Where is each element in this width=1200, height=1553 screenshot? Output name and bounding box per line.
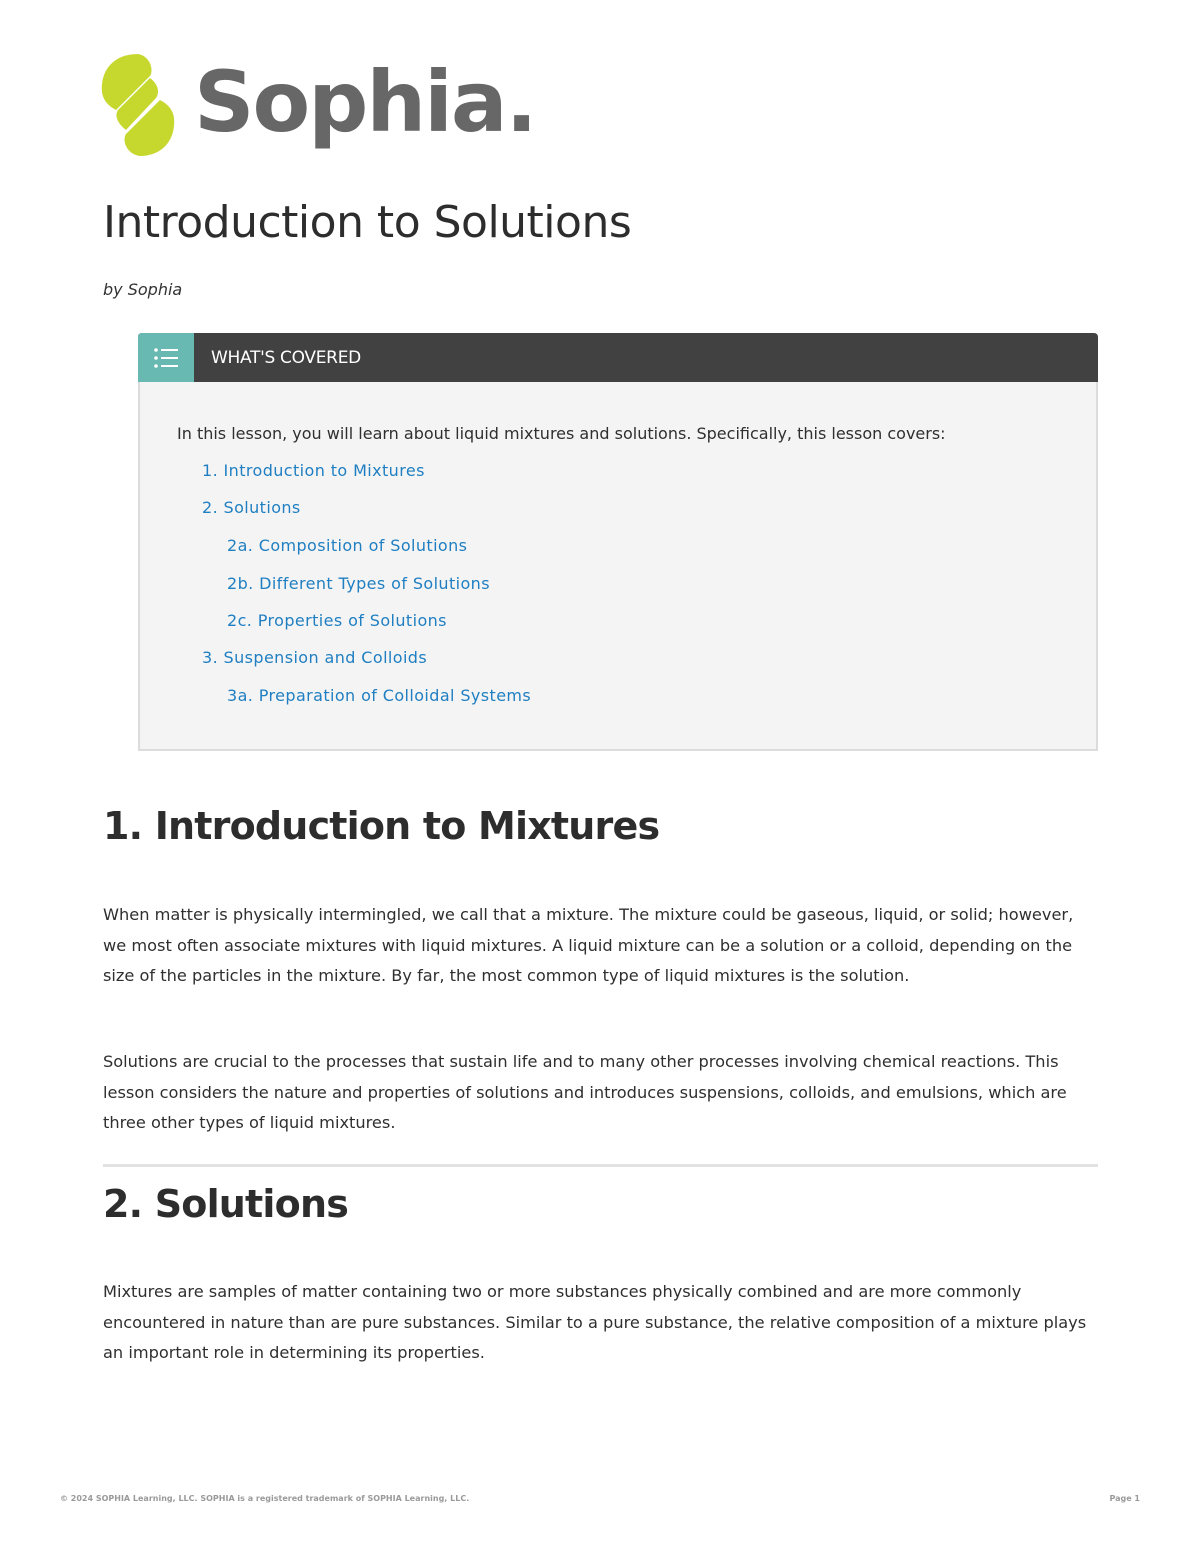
toc-link-properties-of-solutions[interactable]: 2c. Properties of Solutions bbox=[227, 611, 447, 630]
whats-covered-intro: In this lesson, you will learn about liquid mixtures and solutions. Specifically, this lesson covers: bbox=[177, 424, 946, 443]
list-icon bbox=[138, 333, 194, 382]
byline: by Sophia bbox=[103, 280, 183, 299]
whats-covered-box bbox=[138, 333, 1098, 751]
section-divider bbox=[103, 1164, 1098, 1167]
sophia-logo bbox=[100, 52, 536, 158]
page-title: Introduction to Solutions bbox=[103, 197, 632, 248]
footer-page-number: Page 1 bbox=[1109, 1494, 1140, 1503]
sophia-wordmark: Sophia. bbox=[194, 53, 536, 151]
footer-copyright: © 2024 SOPHIA Learning, LLC. SOPHIA is a registered trademark of SOPHIA Learning, LLC. bbox=[60, 1494, 470, 1503]
paragraph: Solutions are crucial to the processes that sustain life and to many other processes involving chemical reactions. This lesson considers the nature and properties of solutions and introduces suspensions, colloids, and emulsions, which are three other types of liquid mixtures. bbox=[103, 1052, 1067, 1132]
paragraph: When matter is physically intermingled, we call that a mixture. The mixture could be gaseous, liquid, or solid; however, we most often associate mixtures with liquid mixtures. A liquid mixture can be a solution or a colloid, depending on the size of the particles in the mixture. By far, the most common type of liquid mixtures is the solution. bbox=[103, 905, 1074, 985]
sophia-logo-mark-icon bbox=[100, 52, 176, 158]
whats-covered-label: WHAT'S COVERED bbox=[211, 347, 361, 368]
toc-link-solutions[interactable]: 2. Solutions bbox=[202, 498, 301, 517]
toc-link-intro-to-mixtures[interactable]: 1. Introduction to Mixtures bbox=[202, 461, 425, 480]
section-heading-solutions: 2. Solutions bbox=[103, 1182, 349, 1226]
toc-link-different-types-of-solutions[interactable]: 2b. Different Types of Solutions bbox=[227, 574, 490, 593]
toc-link-preparation-of-colloidal-systems[interactable]: 3a. Preparation of Colloidal Systems bbox=[227, 686, 532, 705]
paragraph: Mixtures are samples of matter containing two or more substances physically combined and are more commonly encountered in nature than are pure substances. Similar to a pure substance, the relative composition of a mixture plays an important role in determining its properties. bbox=[103, 1282, 1087, 1362]
section-heading-intro-to-mixtures: 1. Introduction to Mixtures bbox=[103, 804, 660, 848]
whats-covered-header bbox=[138, 333, 1098, 382]
toc-link-suspension-and-colloids[interactable]: 3. Suspension and Colloids bbox=[202, 648, 428, 667]
toc-link-composition-of-solutions[interactable]: 2a. Composition of Solutions bbox=[227, 536, 468, 555]
